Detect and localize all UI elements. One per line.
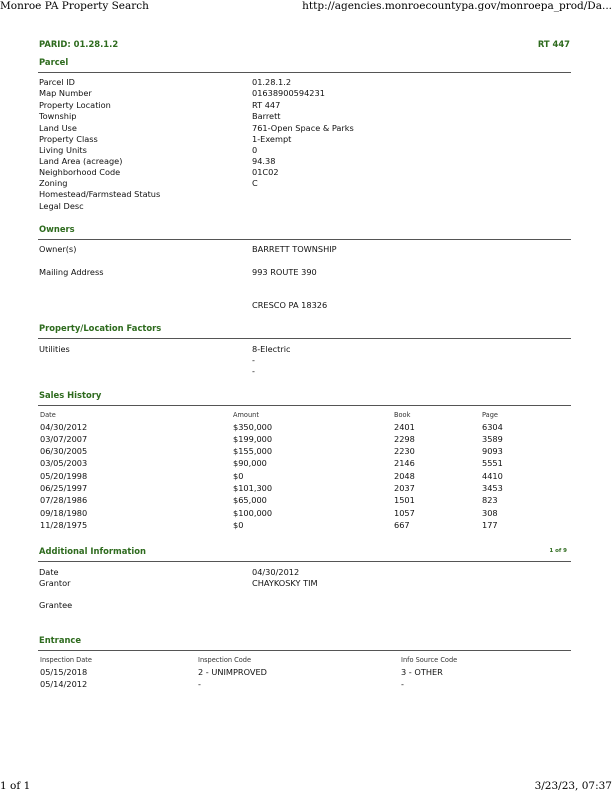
living-units-label: Living Units xyxy=(39,145,87,155)
sale-book: 2037 xyxy=(394,483,415,493)
neighborhood-code-value: 01C02 xyxy=(252,167,279,177)
sales-header-book: Book xyxy=(394,411,411,419)
sale-amount: $0 xyxy=(233,520,244,530)
mailing-address-label: Mailing Address xyxy=(39,267,104,277)
sale-book: 2048 xyxy=(394,471,415,481)
sale-date: 09/18/1980 xyxy=(40,508,88,518)
sale-book: 667 xyxy=(394,520,410,530)
route-heading: RT 447 xyxy=(537,39,570,49)
sale-page: 3589 xyxy=(482,434,503,444)
sale-page: 6304 xyxy=(482,422,503,432)
print-header-title: Monroe PA Property Search xyxy=(0,0,149,12)
sale-book: 1057 xyxy=(394,508,415,518)
info-source-code: - xyxy=(401,679,404,689)
grantor-label: Grantor xyxy=(39,578,71,588)
land-use-value: 761-Open Space & Parks xyxy=(252,123,354,133)
sale-date: 04/30/2012 xyxy=(40,422,88,432)
entrance-divider xyxy=(38,650,571,651)
sale-date: 11/28/1975 xyxy=(40,520,88,530)
sale-page: 177 xyxy=(482,520,498,530)
utilities-value-2: - xyxy=(252,355,255,365)
township-label: Township xyxy=(39,111,77,121)
living-units-value: 0 xyxy=(252,145,258,155)
factors-section-title: Property/Location Factors xyxy=(39,323,162,333)
inspection-code: 2 - UNIMPROVED xyxy=(198,667,267,677)
sale-page: 4410 xyxy=(482,471,503,481)
owner-label: Owner(s) xyxy=(39,244,77,254)
property-class-value: 1-Exempt xyxy=(252,134,292,144)
entrance-section-title: Entrance xyxy=(39,635,82,645)
sale-amount: $65,000 xyxy=(233,495,267,505)
mailing-address-line1: 993 ROUTE 390 xyxy=(252,267,317,277)
additional-date-label: Date xyxy=(39,567,59,577)
grantor-value: CHAYKOSKY TIM xyxy=(252,578,318,588)
sales-section-title: Sales History xyxy=(39,390,102,400)
sale-date: 03/07/2007 xyxy=(40,434,88,444)
sale-amount: $90,000 xyxy=(233,458,267,468)
owner-value: BARRETT TOWNSHIP xyxy=(252,244,337,254)
map-number-value: 01638900594231 xyxy=(252,88,325,98)
homestead-status-label: Homestead/Farmstead Status xyxy=(39,189,161,199)
sale-page: 308 xyxy=(482,508,498,518)
legal-desc-label: Legal Desc xyxy=(39,201,84,211)
print-footer-page: 1 of 1 xyxy=(0,780,31,792)
owners-divider xyxy=(38,239,571,240)
sale-book: 2298 xyxy=(394,434,415,444)
sale-date: 07/28/1986 xyxy=(40,495,88,505)
additional-section-title: Additional Information xyxy=(39,546,146,556)
utilities-label: Utilities xyxy=(39,344,70,354)
parcel-id-value: 01.28.1.2 xyxy=(252,77,292,87)
print-footer-timestamp: 3/23/23, 07:37 xyxy=(534,780,612,792)
sale-book: 1501 xyxy=(394,495,415,505)
property-location-value: RT 447 xyxy=(252,100,281,110)
sale-amount: $0 xyxy=(233,471,244,481)
neighborhood-code-label: Neighborhood Code xyxy=(39,167,121,177)
property-class-label: Property Class xyxy=(39,134,98,144)
sale-date: 06/30/2005 xyxy=(40,446,88,456)
land-use-label: Land Use xyxy=(39,123,77,133)
sale-date: 06/25/1997 xyxy=(40,483,88,493)
print-header-url: http://agencies.monroecountypa.gov/monroepa_prod/Da... xyxy=(302,0,612,12)
sale-amount: $155,000 xyxy=(233,446,273,456)
inspection-date: 05/15/2018 xyxy=(40,667,88,677)
land-area-value: 94.38 xyxy=(252,156,276,166)
sale-amount: $199,000 xyxy=(233,434,273,444)
inspection-code: - xyxy=(198,679,201,689)
sale-book: 2146 xyxy=(394,458,415,468)
parcel-section-title: Parcel xyxy=(39,57,69,67)
sale-page: 3453 xyxy=(482,483,503,493)
sale-book: 2401 xyxy=(394,422,415,432)
utilities-value-3: - xyxy=(252,366,255,376)
parcel-divider xyxy=(38,72,571,73)
inspection-date: 05/14/2012 xyxy=(40,679,88,689)
entrance-header-source: Info Source Code xyxy=(401,656,458,664)
sale-page: 5551 xyxy=(482,458,503,468)
sale-date: 05/20/1998 xyxy=(40,471,88,481)
additional-record-count: 1 of 9 xyxy=(549,548,567,554)
utilities-value-1: 8-Electric xyxy=(252,344,291,354)
sale-page: 823 xyxy=(482,495,498,505)
additional-date-value: 04/30/2012 xyxy=(252,567,300,577)
property-location-label: Property Location xyxy=(39,100,111,110)
grantee-label: Grantee xyxy=(39,600,73,610)
land-area-label: Land Area (acreage) xyxy=(39,156,123,166)
mailing-address-line2: CRESCO PA 18326 xyxy=(252,300,328,310)
owners-section-title: Owners xyxy=(39,224,75,234)
entrance-header-code: Inspection Code xyxy=(198,656,252,664)
parcel-id-label: Parcel ID xyxy=(39,77,75,87)
factors-divider xyxy=(38,338,571,339)
sale-date: 03/05/2003 xyxy=(40,458,88,468)
zoning-value: C xyxy=(252,178,258,188)
sale-book: 2230 xyxy=(394,446,415,456)
additional-divider xyxy=(38,561,571,562)
sales-header-page: Page xyxy=(482,411,498,419)
zoning-label: Zoning xyxy=(39,178,68,188)
sale-amount: $350,000 xyxy=(233,422,273,432)
sale-amount: $100,000 xyxy=(233,508,273,518)
map-number-label: Map Number xyxy=(39,88,92,98)
township-value: Barrett xyxy=(252,111,281,121)
parid-heading: PARID: 01.28.1.2 xyxy=(39,39,119,49)
sale-page: 9093 xyxy=(482,446,503,456)
sales-divider xyxy=(38,405,571,406)
sales-header-date: Date xyxy=(40,411,56,419)
sales-header-amount: Amount xyxy=(233,411,259,419)
info-source-code: 3 - OTHER xyxy=(401,667,443,677)
sale-amount: $101,300 xyxy=(233,483,273,493)
entrance-header-date: Inspection Date xyxy=(40,656,92,664)
